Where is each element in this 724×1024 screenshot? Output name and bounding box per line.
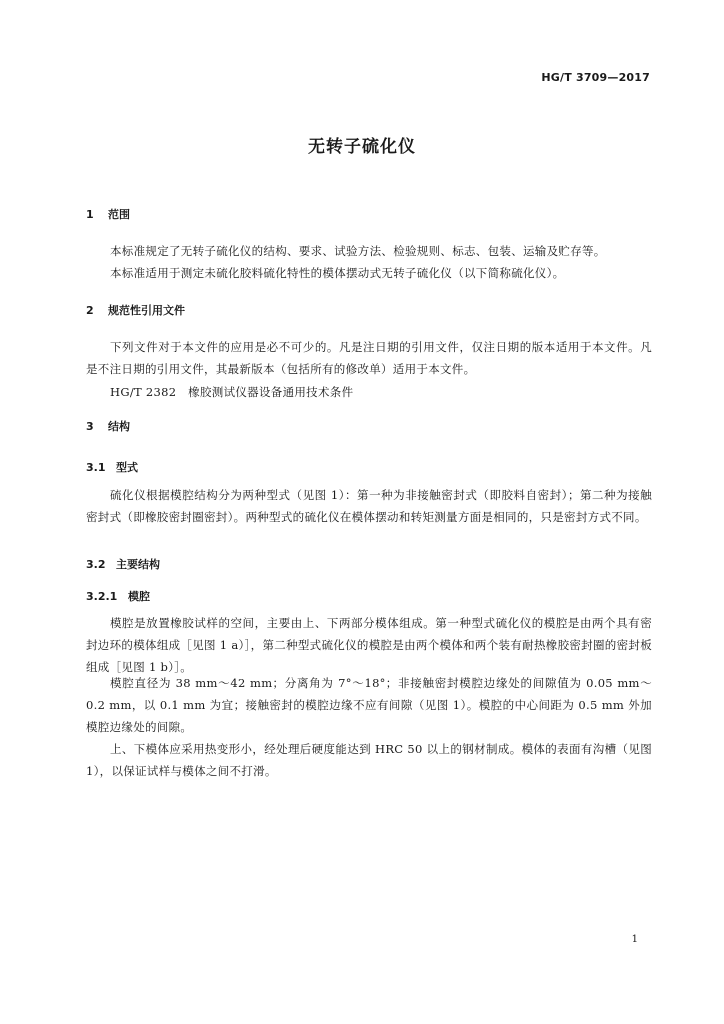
- section-title: 型式: [116, 461, 138, 474]
- section-number: 1: [86, 208, 94, 221]
- paragraph: 上、下模体应采用热变形小，经处理后硬度能达到 HRC 50 以上的钢材制成。模体的表面有沟槽（见图 1），以保证试样与模体之间不打滑。: [86, 742, 652, 778]
- paragraph: 下列文件对于本文件的应用是必不可少的。凡是注日期的引用文件，仅注日期的版本适用于本文件。凡是不注日期的引用文件，其最新版本（包括所有的修改单）适用于本文件。: [86, 340, 652, 376]
- section-number: 2: [86, 304, 94, 317]
- section-number: 3.2: [86, 558, 106, 571]
- section-title: 范围: [108, 208, 130, 221]
- paragraph: 模腔直径为 38 mm～42 mm；分离角为 7°～18°；非接触密封模腔边缘处的间隙值为 0.05 mm～0.2 mm，以 0.1 mm 为宜；接触密封的模腔边缘不应有间隙（见图 1）。模腔的中心间距为 0.5 mm 外加模腔边缘处的间隙。: [86, 676, 652, 734]
- section-3-2-heading: [86, 556, 160, 572]
- section-title: 规范性引用文件: [108, 304, 185, 317]
- paragraph: 本标准适用于测定未硫化胶料硫化特性的模体摆动式无转子硫化仪（以下简称硫化仪）。: [110, 266, 565, 280]
- section-title: 模腔: [128, 590, 150, 603]
- paragraph: 硫化仪根据模腔结构分为两种型式（见图 1）：第一种为非接触密封式（即胶料自密封）；第二种为接触密封式（即橡胶密封圈密封）。两种型式的硫化仪在模体摆动和转矩测量方面是相同的，只是密封方式不同。: [86, 488, 652, 524]
- reference-item: HG/T 2382 橡胶测试仪器设备通用技术条件: [110, 385, 354, 399]
- standard-code: HG/T 3709—2017: [541, 71, 650, 84]
- page-title: 无转子硫化仪: [308, 137, 416, 157]
- section-title: 结构: [108, 420, 130, 433]
- paragraph: 模腔是放置橡胶试样的空间，主要由上、下两部分模体组成。第一种型式硫化仪的模腔是由两个具有密封边环的模体组成［见图 1 a）］，第二种型式硫化仪的模腔是由两个模体和两个装有耐热橡胶密封圈的密封板组成［见图 1 b）］。: [86, 616, 652, 674]
- section-1-heading: [86, 206, 130, 222]
- paragraph: 本标准规定了无转子硫化仪的结构、要求、试验方法、检验规则、标志、包装、运输及贮存等。: [110, 244, 606, 258]
- page-number: 1: [631, 934, 638, 945]
- section-number: 3.2.1: [86, 590, 118, 603]
- section-number: 3.1: [86, 461, 106, 474]
- section-3-heading: [86, 418, 130, 434]
- section-title: 主要结构: [116, 558, 160, 571]
- section-3-2-1-heading: [86, 588, 150, 604]
- section-3-1-heading: [86, 459, 138, 475]
- section-number: 3: [86, 420, 94, 433]
- section-2-heading: [86, 302, 185, 318]
